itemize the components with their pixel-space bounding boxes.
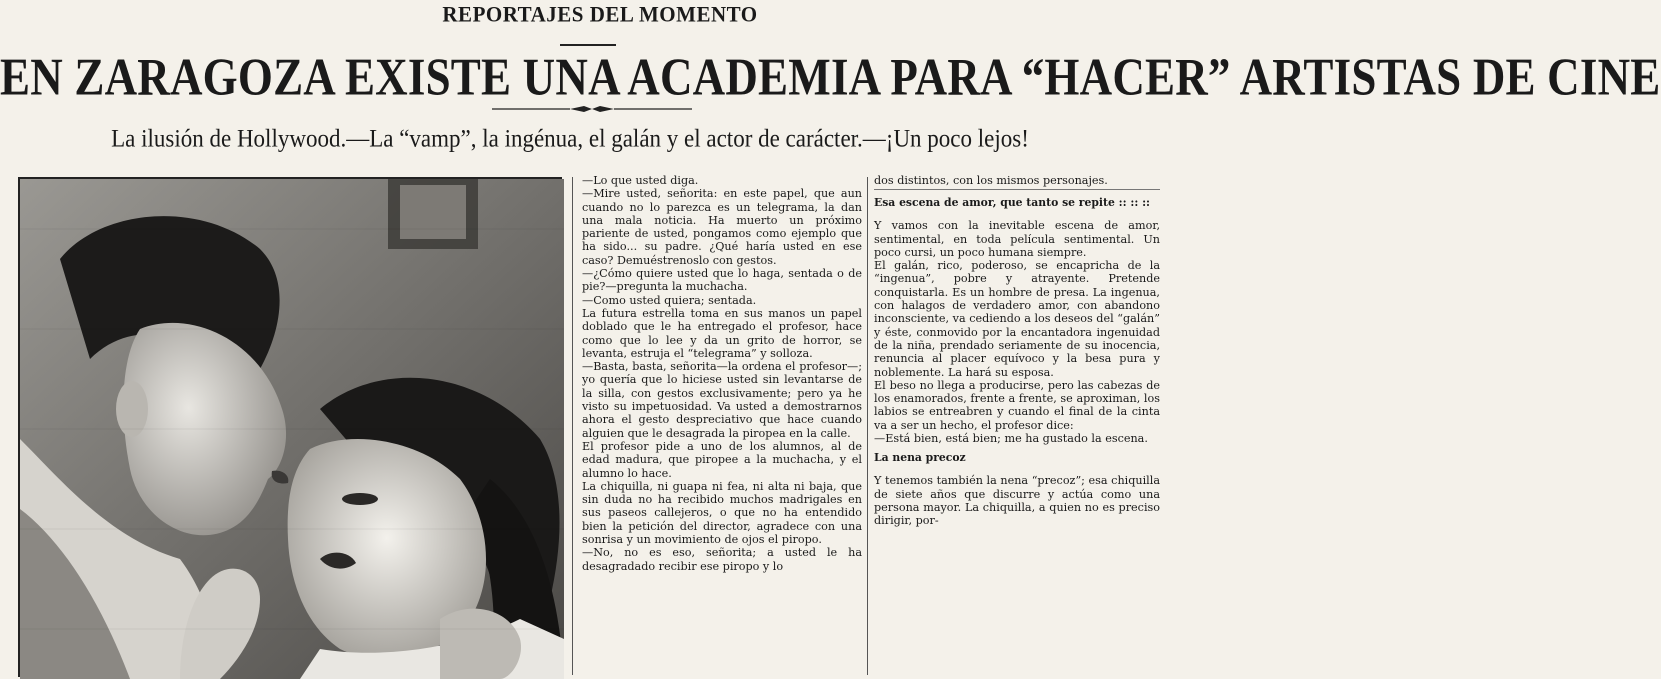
paragraph: —No, no es eso, señorita; a usted le ha desagradado recibir ese piropo y lo [582, 546, 862, 573]
paragraph: El profesor pide a uno de los alumnos, al de edad madura, que piropee a la muchacha, y el alumno lo hace. [582, 439, 862, 480]
paragraph: El beso no llega a producirse, pero las cabezas de los enamorados, frente a frente, se aproximan, los labios se entreabren y cuando el final de la cinta va a ser un hecho, el profesor dice: [874, 378, 1160, 432]
article-column-1 [582, 174, 862, 573]
paragraph: El galán, rico, poderoso, se encapricha de la “ingenua”, pobre y atrayente. Pretende conquistarla. Es un hombre de presa. La ingenua, con halagos de verdadero amor, con abandono inconsciente, va cediendo a los deseos del “galán” y éste, conmovido por la encantadora ingenuidad de la niña, prendado seriamente de su inocencia, renuncia al placer equívoco y la besa pura y noblemente. La hará su esposa. [874, 259, 1160, 379]
paragraph: —¿Cómo quiere usted que lo haga, sentada o de pie?—pregunta la muchacha. [582, 267, 862, 294]
section-title: La nena precoz [874, 451, 966, 465]
paragraph: —Lo que usted diga. [582, 174, 699, 187]
column-rule [572, 177, 573, 675]
paragraph: —Como usted quiera; sentada. [582, 293, 757, 307]
paragraph: Y vamos con la inevitable escena de amor, sentimental, en toda película sentimental. Un poco cursi, un poco humana siempre. [874, 219, 1160, 259]
article-kicker: REPORTAJES DEL MOMENTO [442, 1, 758, 27]
section-title: Esa escena de amor, que tanto se repite :: :: :: [874, 196, 1151, 210]
paragraph: La chiquilla, ni guapa ni fea, ni alta ni baja, que sin duda no ha recibido muchos madrigales en sus paseos callejeros, o que no ha entendido bien la petición del director, agradece con una sonrisa y un movimiento de ojos el piropo. [582, 479, 862, 547]
article-headline: EN ZARAGOZA EXISTE UNA ACADEMIA PARA “HACER” ARTISTAS DE CINE [0, 47, 1661, 107]
paragraph: —Basta, basta, señorita—la ordena el profesor—; yo quería que lo hiciese usted sin levantarse de la silla, con gestos exclusivamente; pero ya he visto su impetuosidad. Va usted a demostrarnos ahora el gesto despreciativo que hace cuando alguien que le desagrada la piropea en la calle. [582, 360, 862, 440]
paragraph: —Está bien, está bien; me ha gustado la escena. [874, 432, 1148, 446]
paragraph: —Mire usted, señorita: en este papel, que aun cuando no lo parezca es un telegrama, la dan una mala noticia. Ha muerto un próximo pariente de usted, pongamos como ejemplo que ha sido... su padre. ¿Qué haría usted en ese caso? Demuéstrenoslo con gestos. [582, 187, 862, 267]
ornament-divider-icon [492, 103, 692, 115]
paragraph: dos distintos, con los mismos personajes. [874, 174, 1108, 187]
paragraph: La futura estrella toma en sus manos un papel doblado que le ha entregado el profesor, hace como que lo lee y da un grito de horror, se levanta, estruja el “telegrama” y solloza. [582, 306, 862, 360]
article-subhead: La ilusión de Hollywood.—La “vamp”, la ingénua, el galán y el actor de carácter.—¡Un poco lejos! [111, 124, 1029, 152]
column-rule [867, 177, 868, 675]
article-column-2 [874, 174, 1160, 528]
paragraph: Y tenemos también la nena “precoz”; esa chiquilla de siete años que discurre y actúa como una persona mayor. La chiquilla, a quien no es preciso dirigir, por- [874, 474, 1160, 528]
section-separator [874, 189, 1160, 190]
film-still-couple-image [18, 177, 562, 677]
